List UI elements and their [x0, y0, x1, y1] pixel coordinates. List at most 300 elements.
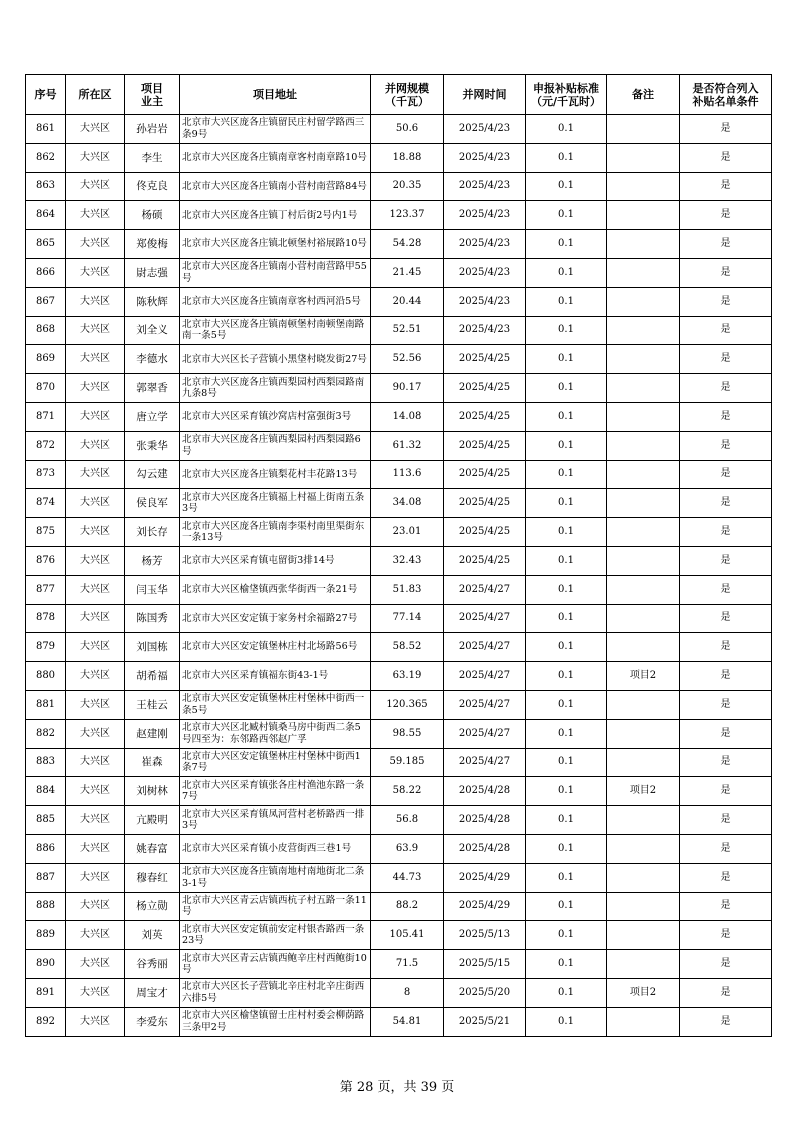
- cell-grid-date: 2025/4/28: [444, 806, 526, 835]
- cell-district: 大兴区: [66, 201, 125, 230]
- cell-owner: 李爱东: [125, 1007, 180, 1036]
- cell-district: 大兴区: [66, 172, 125, 201]
- cell-capacity: 61.32: [371, 431, 444, 460]
- cell-grid-date: 2025/4/27: [444, 690, 526, 719]
- cell-owner: 周宝才: [125, 978, 180, 1007]
- cell-subsidy-rate: 0.1: [526, 172, 607, 201]
- cell-owner: 陈秋辉: [125, 287, 180, 316]
- cell-district: 大兴区: [66, 777, 125, 806]
- header-district: 所在区: [66, 75, 125, 115]
- cell-address: 北京市大兴区庞各庄镇南李渠村南里渠街东一条13号: [180, 518, 371, 547]
- cell-address: 北京市大兴区安定镇堡林庄村堡林中街西1条7号: [180, 748, 371, 777]
- cell-owner: 刘长存: [125, 518, 180, 547]
- cell-owner: 赵建刚: [125, 719, 180, 748]
- cell-index: 873: [26, 460, 66, 489]
- cell-remarks: [607, 575, 680, 604]
- cell-eligible: 是: [680, 287, 772, 316]
- cell-index: 865: [26, 230, 66, 259]
- cell-index: 869: [26, 345, 66, 374]
- cell-subsidy-rate: 0.1: [526, 575, 607, 604]
- cell-eligible: 是: [680, 834, 772, 863]
- cell-owner: 唐立学: [125, 402, 180, 431]
- table-row: [26, 546, 772, 575]
- cell-district: 大兴区: [66, 863, 125, 892]
- cell-district: 大兴区: [66, 143, 125, 172]
- cell-district: 大兴区: [66, 604, 125, 633]
- cell-remarks: 项目2: [607, 978, 680, 1007]
- cell-index: 863: [26, 172, 66, 201]
- cell-index: 864: [26, 201, 66, 230]
- cell-owner: 亢殿明: [125, 806, 180, 835]
- cell-district: 大兴区: [66, 287, 125, 316]
- cell-index: 880: [26, 662, 66, 691]
- cell-eligible: 是: [680, 172, 772, 201]
- cell-district: 大兴区: [66, 546, 125, 575]
- cell-subsidy-rate: 0.1: [526, 201, 607, 230]
- cell-subsidy-rate: 0.1: [526, 806, 607, 835]
- cell-owner: 佟克良: [125, 172, 180, 201]
- cell-grid-date: 2025/4/25: [444, 345, 526, 374]
- cell-remarks: [607, 115, 680, 144]
- cell-eligible: 是: [680, 546, 772, 575]
- cell-eligible: 是: [680, 374, 772, 403]
- cell-grid-date: 2025/4/27: [444, 604, 526, 633]
- cell-index: 883: [26, 748, 66, 777]
- cell-owner: 尉志强: [125, 258, 180, 287]
- cell-eligible: 是: [680, 518, 772, 547]
- cell-address: 北京市大兴区长子营镇北辛庄村北辛庄街西六排5号: [180, 978, 371, 1007]
- cell-eligible: 是: [680, 258, 772, 287]
- cell-owner: 刘国栋: [125, 633, 180, 662]
- table-row: [26, 662, 772, 691]
- cell-eligible: 是: [680, 633, 772, 662]
- cell-capacity: 120.365: [371, 690, 444, 719]
- cell-district: 大兴区: [66, 489, 125, 518]
- cell-capacity: 20.35: [371, 172, 444, 201]
- table-body: [26, 115, 772, 1037]
- cell-district: 大兴区: [66, 575, 125, 604]
- cell-remarks: 项目2: [607, 662, 680, 691]
- cell-owner: 郭翠香: [125, 374, 180, 403]
- cell-subsidy-rate: 0.1: [526, 978, 607, 1007]
- cell-subsidy-rate: 0.1: [526, 230, 607, 259]
- table-row: [26, 518, 772, 547]
- cell-district: 大兴区: [66, 402, 125, 431]
- table-row: [26, 345, 772, 374]
- cell-index: 881: [26, 690, 66, 719]
- cell-subsidy-rate: 0.1: [526, 719, 607, 748]
- cell-eligible: 是: [680, 950, 772, 979]
- cell-index: 878: [26, 604, 66, 633]
- table-row: [26, 950, 772, 979]
- cell-remarks: [607, 143, 680, 172]
- cell-address: 北京市大兴区采育镇张各庄村渔池东路一条7号: [180, 777, 371, 806]
- cell-capacity: 44.73: [371, 863, 444, 892]
- cell-address: 北京市大兴区庞各庄镇梨花村丰花路13号: [180, 460, 371, 489]
- cell-capacity: 50.6: [371, 115, 444, 144]
- cell-subsidy-rate: 0.1: [526, 662, 607, 691]
- cell-index: 868: [26, 316, 66, 345]
- cell-address: 北京市大兴区北臧村镇桑马房中街西二条5号四至为：东邻路西邻赵广孚: [180, 719, 371, 748]
- cell-district: 大兴区: [66, 374, 125, 403]
- table-row: [26, 690, 772, 719]
- cell-subsidy-rate: 0.1: [526, 287, 607, 316]
- cell-owner: 陈国秀: [125, 604, 180, 633]
- cell-remarks: [607, 518, 680, 547]
- cell-capacity: 58.52: [371, 633, 444, 662]
- cell-eligible: 是: [680, 345, 772, 374]
- cell-address: 北京市大兴区榆垡镇西张华街西一条21号: [180, 575, 371, 604]
- cell-remarks: [607, 863, 680, 892]
- cell-grid-date: 2025/5/20: [444, 978, 526, 1007]
- cell-eligible: 是: [680, 892, 772, 921]
- cell-owner: 谷秀丽: [125, 950, 180, 979]
- cell-index: 885: [26, 806, 66, 835]
- cell-index: 890: [26, 950, 66, 979]
- cell-eligible: 是: [680, 489, 772, 518]
- cell-subsidy-rate: 0.1: [526, 950, 607, 979]
- cell-owner: 王桂云: [125, 690, 180, 719]
- cell-district: 大兴区: [66, 748, 125, 777]
- cell-district: 大兴区: [66, 345, 125, 374]
- cell-owner: 刘英: [125, 921, 180, 950]
- cell-subsidy-rate: 0.1: [526, 892, 607, 921]
- cell-address: 北京市大兴区青云店镇西杭子村五路一条11号: [180, 892, 371, 921]
- header-index: 序号: [26, 75, 66, 115]
- cell-remarks: [607, 921, 680, 950]
- cell-remarks: [607, 374, 680, 403]
- cell-remarks: [607, 258, 680, 287]
- cell-district: 大兴区: [66, 1007, 125, 1036]
- cell-grid-date: 2025/4/25: [444, 402, 526, 431]
- table-row: [26, 431, 772, 460]
- cell-subsidy-rate: 0.1: [526, 748, 607, 777]
- table-row: [26, 978, 772, 1007]
- cell-grid-date: 2025/4/25: [444, 518, 526, 547]
- table-row: [26, 230, 772, 259]
- cell-index: 887: [26, 863, 66, 892]
- cell-eligible: 是: [680, 806, 772, 835]
- table-row: [26, 1007, 772, 1036]
- cell-grid-date: 2025/4/25: [444, 374, 526, 403]
- cell-owner: 刘全义: [125, 316, 180, 345]
- cell-capacity: 88.2: [371, 892, 444, 921]
- table-row: [26, 489, 772, 518]
- cell-capacity: 23.01: [371, 518, 444, 547]
- cell-subsidy-rate: 0.1: [526, 489, 607, 518]
- cell-index: 861: [26, 115, 66, 144]
- cell-district: 大兴区: [66, 719, 125, 748]
- cell-capacity: 56.8: [371, 806, 444, 835]
- cell-subsidy-rate: 0.1: [526, 690, 607, 719]
- cell-index: 884: [26, 777, 66, 806]
- cell-eligible: 是: [680, 690, 772, 719]
- cell-subsidy-rate: 0.1: [526, 546, 607, 575]
- cell-address: 北京市大兴区安定镇堡林庄村北场路56号: [180, 633, 371, 662]
- cell-remarks: [607, 230, 680, 259]
- cell-index: 879: [26, 633, 66, 662]
- cell-remarks: [607, 719, 680, 748]
- cell-eligible: 是: [680, 921, 772, 950]
- cell-owner: 杨芳: [125, 546, 180, 575]
- cell-capacity: 14.08: [371, 402, 444, 431]
- cell-grid-date: 2025/5/15: [444, 950, 526, 979]
- cell-index: 872: [26, 431, 66, 460]
- cell-district: 大兴区: [66, 834, 125, 863]
- cell-remarks: [607, 460, 680, 489]
- cell-address: 北京市大兴区庞各庄镇留民庄村留学路西三条9号: [180, 115, 371, 144]
- table-row: [26, 115, 772, 144]
- cell-capacity: 71.5: [371, 950, 444, 979]
- cell-remarks: [607, 402, 680, 431]
- cell-index: 871: [26, 402, 66, 431]
- cell-remarks: [607, 431, 680, 460]
- cell-address: 北京市大兴区安定镇堡林庄村堡林中街西一条5号: [180, 690, 371, 719]
- header-grid-date: 并网时间: [444, 75, 526, 115]
- cell-remarks: [607, 1007, 680, 1036]
- cell-grid-date: 2025/4/29: [444, 892, 526, 921]
- cell-capacity: 32.43: [371, 546, 444, 575]
- cell-remarks: 项目2: [607, 777, 680, 806]
- cell-subsidy-rate: 0.1: [526, 633, 607, 662]
- cell-capacity: 52.56: [371, 345, 444, 374]
- cell-remarks: [607, 546, 680, 575]
- table-row: [26, 374, 772, 403]
- cell-owner: 郑俊梅: [125, 230, 180, 259]
- cell-grid-date: 2025/4/27: [444, 662, 526, 691]
- cell-owner: 胡希福: [125, 662, 180, 691]
- cell-grid-date: 2025/4/27: [444, 748, 526, 777]
- cell-eligible: 是: [680, 460, 772, 489]
- cell-owner: 穆春红: [125, 863, 180, 892]
- cell-eligible: 是: [680, 230, 772, 259]
- cell-district: 大兴区: [66, 431, 125, 460]
- table-row: [26, 863, 772, 892]
- header-capacity: 并网规模 （千瓦）: [371, 75, 444, 115]
- cell-subsidy-rate: 0.1: [526, 143, 607, 172]
- cell-remarks: [607, 690, 680, 719]
- cell-index: 882: [26, 719, 66, 748]
- cell-remarks: [607, 172, 680, 201]
- cell-subsidy-rate: 0.1: [526, 604, 607, 633]
- cell-index: 889: [26, 921, 66, 950]
- cell-grid-date: 2025/4/23: [444, 316, 526, 345]
- cell-eligible: 是: [680, 863, 772, 892]
- cell-grid-date: 2025/4/27: [444, 719, 526, 748]
- cell-remarks: [607, 633, 680, 662]
- cell-grid-date: 2025/4/23: [444, 230, 526, 259]
- cell-grid-date: 2025/4/23: [444, 172, 526, 201]
- cell-owner: 孙岩岩: [125, 115, 180, 144]
- cell-address: 北京市大兴区采育镇小皮营街西三巷1号: [180, 834, 371, 863]
- cell-capacity: 20.44: [371, 287, 444, 316]
- cell-grid-date: 2025/4/27: [444, 575, 526, 604]
- cell-capacity: 63.9: [371, 834, 444, 863]
- page-footer: 第 28 页，共 39 页: [339, 1080, 455, 1095]
- cell-eligible: 是: [680, 575, 772, 604]
- cell-index: 867: [26, 287, 66, 316]
- cell-capacity: 59.185: [371, 748, 444, 777]
- table-row: [26, 402, 772, 431]
- cell-index: 875: [26, 518, 66, 547]
- cell-eligible: 是: [680, 402, 772, 431]
- table-row: [26, 806, 772, 835]
- cell-capacity: 113.6: [371, 460, 444, 489]
- cell-grid-date: 2025/5/13: [444, 921, 526, 950]
- table-row: [26, 633, 772, 662]
- cell-subsidy-rate: 0.1: [526, 518, 607, 547]
- cell-district: 大兴区: [66, 806, 125, 835]
- cell-capacity: 123.37: [371, 201, 444, 230]
- cell-address: 北京市大兴区榆垡镇留士庄村村委会柳荫路三条甲2号: [180, 1007, 371, 1036]
- cell-address: 北京市大兴区安定镇前安定村银杏路西一条23号: [180, 921, 371, 950]
- cell-address: 北京市大兴区青云店镇西鲍辛庄村西鲍街10号: [180, 950, 371, 979]
- table-row: [26, 719, 772, 748]
- cell-owner: 姚春富: [125, 834, 180, 863]
- cell-index: 888: [26, 892, 66, 921]
- table-row: [26, 604, 772, 633]
- cell-index: 866: [26, 258, 66, 287]
- cell-remarks: [607, 345, 680, 374]
- cell-capacity: 34.08: [371, 489, 444, 518]
- cell-owner: 刘树林: [125, 777, 180, 806]
- cell-remarks: [607, 316, 680, 345]
- cell-remarks: [607, 604, 680, 633]
- cell-grid-date: 2025/4/23: [444, 258, 526, 287]
- cell-eligible: 是: [680, 978, 772, 1007]
- cell-address: 北京市大兴区庞各庄镇西梨园村西梨园路6号: [180, 431, 371, 460]
- cell-district: 大兴区: [66, 230, 125, 259]
- table-row: [26, 201, 772, 230]
- cell-index: 874: [26, 489, 66, 518]
- cell-remarks: [607, 950, 680, 979]
- cell-eligible: 是: [680, 719, 772, 748]
- cell-subsidy-rate: 0.1: [526, 345, 607, 374]
- header-remarks: 备注: [607, 75, 680, 115]
- table-row: [26, 316, 772, 345]
- cell-address: 北京市大兴区庞各庄镇南小营村南营路84号: [180, 172, 371, 201]
- cell-address: 北京市大兴区庞各庄镇北顿堡村裕展路10号: [180, 230, 371, 259]
- cell-grid-date: 2025/4/28: [444, 834, 526, 863]
- cell-address: 北京市大兴区庞各庄镇南顿堡村南顿堡南路南一条5号: [180, 316, 371, 345]
- cell-address: 北京市大兴区庞各庄镇丁村后街2号内1号: [180, 201, 371, 230]
- cell-grid-date: 2025/5/21: [444, 1007, 526, 1036]
- cell-subsidy-rate: 0.1: [526, 258, 607, 287]
- table-row: [26, 748, 772, 777]
- cell-eligible: 是: [680, 431, 772, 460]
- cell-address: 北京市大兴区采育镇屯留街3排14号: [180, 546, 371, 575]
- cell-district: 大兴区: [66, 316, 125, 345]
- cell-capacity: 63.19: [371, 662, 444, 691]
- cell-remarks: [607, 287, 680, 316]
- cell-grid-date: 2025/4/25: [444, 546, 526, 575]
- cell-grid-date: 2025/4/23: [444, 143, 526, 172]
- cell-remarks: [607, 806, 680, 835]
- cell-subsidy-rate: 0.1: [526, 921, 607, 950]
- cell-index: 870: [26, 374, 66, 403]
- cell-district: 大兴区: [66, 950, 125, 979]
- cell-remarks: [607, 201, 680, 230]
- cell-address: 北京市大兴区庞各庄镇南小营村南营路甲55号: [180, 258, 371, 287]
- cell-district: 大兴区: [66, 633, 125, 662]
- cell-grid-date: 2025/4/28: [444, 777, 526, 806]
- cell-subsidy-rate: 0.1: [526, 402, 607, 431]
- cell-capacity: 98.55: [371, 719, 444, 748]
- cell-remarks: [607, 748, 680, 777]
- cell-index: 886: [26, 834, 66, 863]
- cell-subsidy-rate: 0.1: [526, 316, 607, 345]
- cell-district: 大兴区: [66, 115, 125, 144]
- cell-eligible: 是: [680, 115, 772, 144]
- cell-remarks: [607, 489, 680, 518]
- cell-index: 877: [26, 575, 66, 604]
- cell-capacity: 77.14: [371, 604, 444, 633]
- cell-index: 876: [26, 546, 66, 575]
- table-row: [26, 575, 772, 604]
- table-row: [26, 892, 772, 921]
- cell-district: 大兴区: [66, 518, 125, 547]
- cell-address: 北京市大兴区庞各庄镇南章客村西河沿5号: [180, 287, 371, 316]
- cell-owner: 侯良军: [125, 489, 180, 518]
- subsidy-table: [25, 74, 772, 1037]
- cell-remarks: [607, 834, 680, 863]
- cell-eligible: 是: [680, 604, 772, 633]
- header-subsidy-rate: 申报补贴标准 （元/千瓦时）: [526, 75, 607, 115]
- cell-address: 北京市大兴区庞各庄镇南地村南地街北二条3-1号: [180, 863, 371, 892]
- cell-grid-date: 2025/4/23: [444, 115, 526, 144]
- cell-owner: 杨硕: [125, 201, 180, 230]
- cell-address: 北京市大兴区庞各庄镇福上村福上街南五条3号: [180, 489, 371, 518]
- table-header-row: [26, 75, 772, 115]
- cell-capacity: 105.41: [371, 921, 444, 950]
- table-row: [26, 258, 772, 287]
- cell-capacity: 51.83: [371, 575, 444, 604]
- cell-eligible: 是: [680, 777, 772, 806]
- cell-address: 北京市大兴区庞各庄镇南章客村南章路10号: [180, 143, 371, 172]
- header-owner: 项目 业主: [125, 75, 180, 115]
- cell-owner: 张秉华: [125, 431, 180, 460]
- cell-district: 大兴区: [66, 460, 125, 489]
- cell-capacity: 54.81: [371, 1007, 444, 1036]
- cell-eligible: 是: [680, 748, 772, 777]
- cell-grid-date: 2025/4/23: [444, 287, 526, 316]
- cell-subsidy-rate: 0.1: [526, 777, 607, 806]
- cell-subsidy-rate: 0.1: [526, 1007, 607, 1036]
- cell-district: 大兴区: [66, 662, 125, 691]
- table-row: [26, 172, 772, 201]
- cell-index: 892: [26, 1007, 66, 1036]
- cell-district: 大兴区: [66, 978, 125, 1007]
- cell-address: 北京市大兴区庞各庄镇西梨园村西梨园路南九条8号: [180, 374, 371, 403]
- table-row: [26, 287, 772, 316]
- cell-capacity: 8: [371, 978, 444, 1007]
- cell-subsidy-rate: 0.1: [526, 374, 607, 403]
- cell-address: 北京市大兴区长子营镇小黑垡村晓发街27号: [180, 345, 371, 374]
- table-row: [26, 777, 772, 806]
- cell-grid-date: 2025/4/23: [444, 201, 526, 230]
- cell-eligible: 是: [680, 662, 772, 691]
- cell-index: 862: [26, 143, 66, 172]
- header-address: 项目地址: [180, 75, 371, 115]
- cell-subsidy-rate: 0.1: [526, 431, 607, 460]
- cell-remarks: [607, 892, 680, 921]
- cell-eligible: 是: [680, 143, 772, 172]
- table-row: [26, 143, 772, 172]
- header-eligible: 是否符合列入 补贴名单条件: [680, 75, 772, 115]
- cell-owner: 李生: [125, 143, 180, 172]
- cell-capacity: 54.28: [371, 230, 444, 259]
- cell-address: 北京市大兴区采育镇沙窝店村富强街3号: [180, 402, 371, 431]
